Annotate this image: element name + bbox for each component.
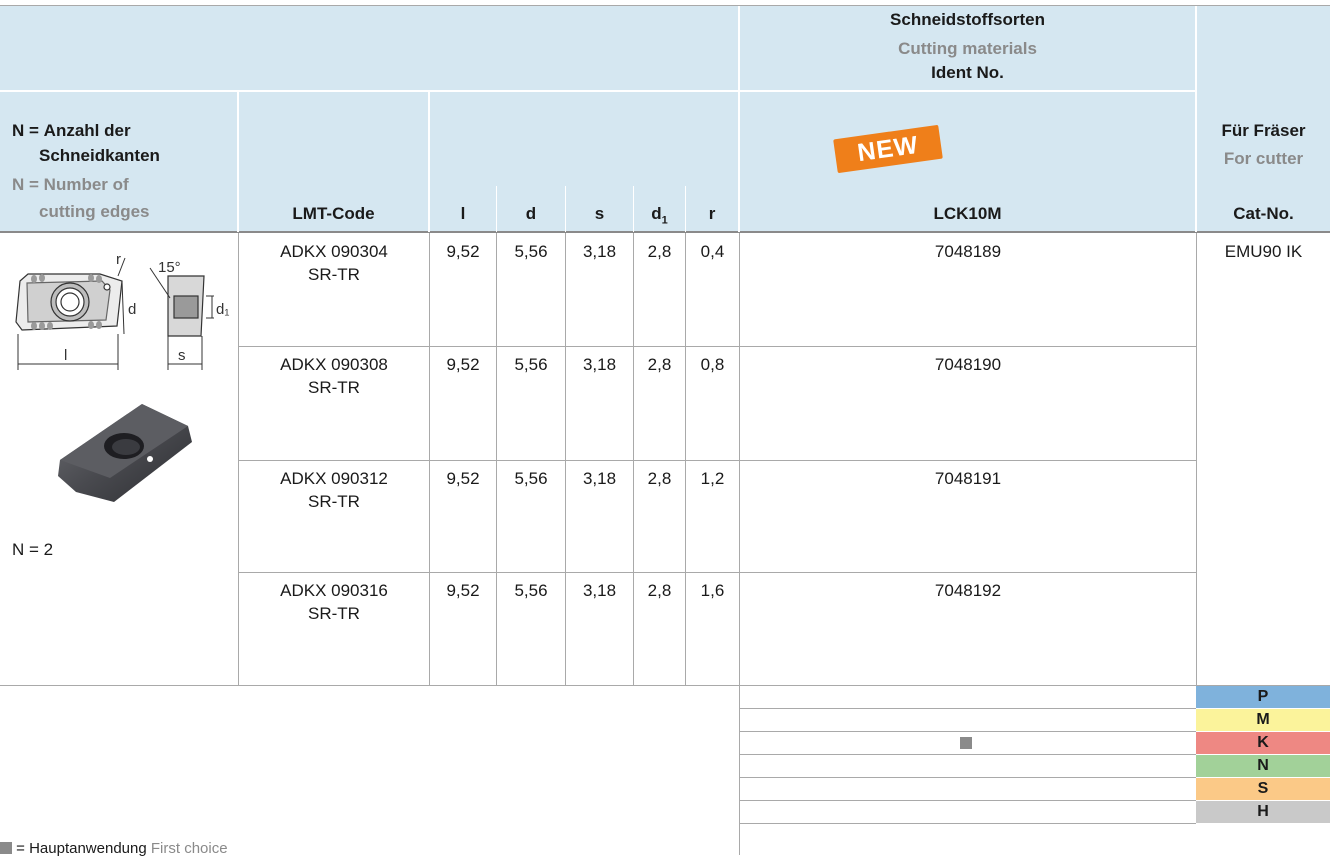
s-cell: 3,18 [582, 581, 617, 600]
row-divider [239, 572, 1196, 573]
ident-cell: 7048189 [934, 242, 1002, 261]
edges-label-en-2: cutting edges [39, 202, 150, 221]
d-cell: 5,56 [514, 355, 548, 374]
s-cell: 3,18 [582, 242, 617, 261]
d-cell: 5,56 [514, 242, 548, 261]
r-cell: 0,4 [700, 242, 725, 261]
grid-line [633, 233, 634, 685]
ident-cell: 7048191 [934, 469, 1002, 488]
col-header-code: LMT-Code [292, 204, 375, 223]
r-cell: 1,2 [700, 469, 725, 488]
l-cell: 9,52 [446, 355, 480, 374]
grid-line [739, 233, 740, 855]
grid-line [685, 233, 686, 685]
header-top-border [0, 5, 1330, 6]
d-cell: 5,56 [514, 581, 548, 600]
legend: = Hauptanwendung First choice [0, 840, 228, 858]
insert-product-photo [50, 398, 200, 508]
d1-cell: 2,8 [647, 581, 672, 600]
col-header-grade: LCK10M [933, 204, 1002, 223]
l-cell: 9,52 [446, 242, 480, 261]
cutter-label-de: Für Fräser [1221, 121, 1306, 140]
materials-title-de: Schneidstoffsorten [890, 10, 1045, 29]
edges-label-de: N = Anzahl der [12, 121, 131, 140]
header-separator [0, 90, 1195, 92]
legend-marker [0, 842, 12, 854]
material-label: P [1196, 686, 1330, 708]
row-divider [239, 460, 1196, 461]
edges-label-de-2: Schneidkanten [39, 146, 160, 165]
materials-title-en: Cutting materials [898, 39, 1037, 58]
material-label: S [1196, 778, 1330, 800]
col-header-l: l [460, 204, 466, 223]
insert-technical-drawing [0, 238, 236, 378]
d-cell: 5,56 [514, 469, 548, 488]
r-cell: 0,8 [700, 355, 725, 374]
s-cell: 3,18 [582, 355, 617, 374]
first-choice-marker [960, 737, 972, 749]
grid-line [565, 233, 566, 685]
insert-top-view [16, 274, 122, 330]
cutter-cat-no: EMU90 IK [1224, 242, 1303, 261]
grid-line [1196, 233, 1197, 686]
ident-cell: 7048190 [934, 355, 1002, 374]
ident-no-label: Ident No. [931, 63, 1004, 82]
label-r: r [116, 251, 121, 268]
l-cell: 9,52 [446, 581, 480, 600]
grid-line [429, 233, 430, 685]
s-cell: 3,18 [582, 469, 617, 488]
material-label: M [1196, 709, 1330, 731]
code-cell: ADKX 090308 SR-TR [280, 355, 388, 397]
label-d1: d₁ [216, 301, 230, 318]
row-divider [239, 346, 1196, 347]
material-label: H [1196, 801, 1330, 823]
edges-label-en: N = Number of [12, 175, 129, 194]
col-header-d: d [525, 204, 537, 223]
d1-cell: 2,8 [647, 355, 672, 374]
grid-line [496, 233, 497, 685]
table-bottom-border [0, 685, 1330, 686]
material-label: N [1196, 755, 1330, 777]
col-header-d1: $d_1$ [651, 204, 668, 227]
code-cell: ADKX 090312 SR-TR [280, 469, 388, 511]
edges-value: N = 2 [12, 540, 54, 559]
new-badge: NEW [833, 125, 943, 173]
d1-cell: 2,8 [647, 469, 672, 488]
ident-cell: 7048192 [934, 581, 1002, 600]
header-divider [1195, 6, 1197, 232]
label-s: s [178, 347, 186, 364]
r-cell: 1,6 [700, 581, 725, 600]
material-label: K [1196, 732, 1330, 754]
col-header-s: s [594, 204, 605, 223]
d1-cell: 2,8 [647, 242, 672, 261]
col-header-r: r [708, 204, 716, 223]
code-cell: ADKX 090316 SR-TR [280, 581, 388, 623]
code-cell: ADKX 090304 SR-TR [280, 242, 388, 284]
l-cell: 9,52 [446, 469, 480, 488]
label-l: l [64, 347, 68, 364]
label-d: d [128, 301, 137, 318]
label-angle: 15° [158, 259, 181, 276]
cutter-label-en: For cutter [1223, 149, 1304, 168]
col-header-cat: Cat-No. [1233, 204, 1294, 223]
